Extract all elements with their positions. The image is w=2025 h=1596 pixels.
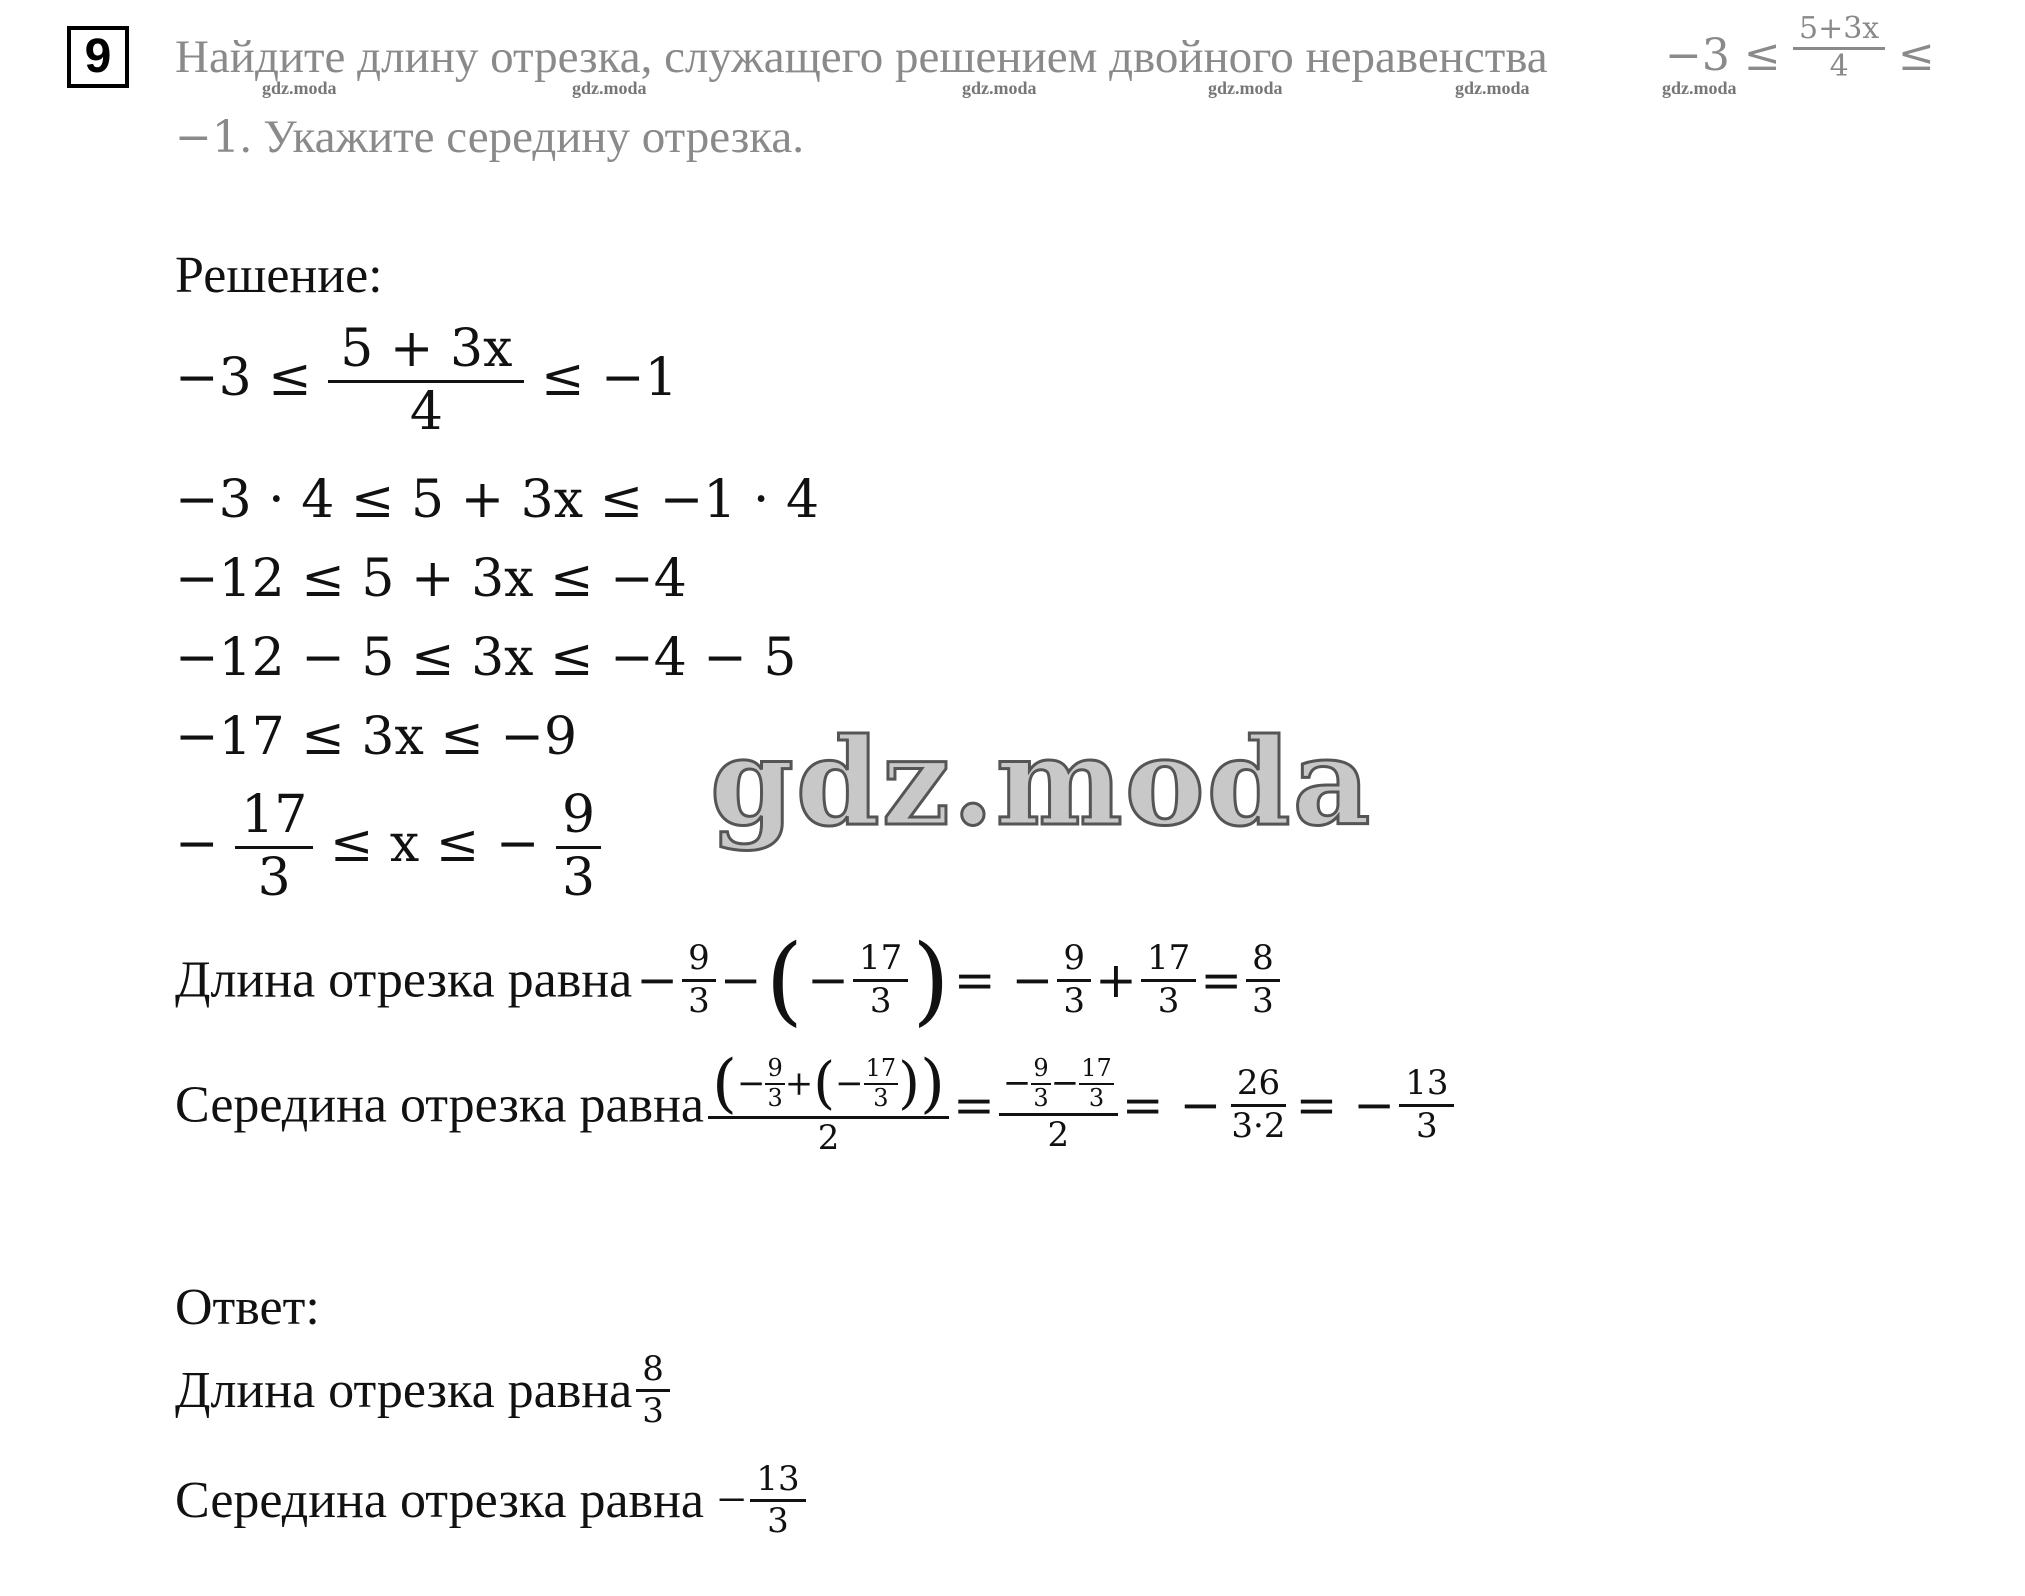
middle-n2-f2-num: 17 [1079, 1055, 1114, 1085]
middle-big-numerator [708, 1047, 949, 1121]
length-rparen: ) [912, 924, 950, 1036]
watermark-small: gdz.moda [962, 78, 1037, 98]
step6-middle: ≤ x ≤ − [329, 813, 540, 874]
watermark-big: gdz.moda [710, 712, 1373, 853]
problem-number: 9 [67, 26, 129, 88]
task-line2-text: . Укажите середину отрезка. [239, 111, 805, 163]
middle-f3-num: 26 [1231, 1064, 1286, 1106]
answer-length-label: Длина отрезка равна [175, 1362, 633, 1420]
length-f5-num: 8 [1246, 939, 1280, 981]
watermark-small: gdz.moda [1208, 78, 1283, 98]
solution-heading: Решение: [175, 247, 383, 304]
middle-minus-a: − [736, 1063, 766, 1104]
solution-step-3: −12 ≤ 5 + 3x ≤ −4 [175, 549, 687, 609]
middle-f4-num: 13 [1399, 1064, 1454, 1106]
length-f1-den: 3 [688, 980, 710, 1021]
task-math-right: ≤ [1898, 30, 1935, 81]
middle-label: Середина отрезка равна [175, 1076, 705, 1134]
length-op1: − [719, 951, 762, 1009]
length-f1-num: 9 [682, 939, 716, 981]
length-f5-den: 3 [1252, 980, 1274, 1021]
middle-inner-rparen: ) [898, 1051, 921, 1116]
length-minus2: − [807, 951, 849, 1009]
length-label: Длина отрезка равна [175, 951, 633, 1009]
middle-minus-b: − [835, 1063, 864, 1104]
length-minus1: − [636, 951, 679, 1009]
length-op2: + [1095, 951, 1137, 1009]
task-fraction-denominator: 4 [1829, 48, 1849, 84]
middle-eq3: = − [1295, 1076, 1396, 1135]
middle-line [175, 1047, 1454, 1158]
middle-second-denominator: 2 [1047, 1114, 1070, 1155]
answer-length-den: 3 [642, 1391, 664, 1432]
step1-left: −3 ≤ [175, 347, 312, 408]
length-f2-num: 17 [853, 939, 908, 981]
solution-step-1 [175, 320, 678, 443]
middle-n-f2-num: 17 [864, 1055, 899, 1085]
length-f3-den: 3 [1063, 980, 1086, 1021]
watermark-small: gdz.moda [262, 78, 337, 98]
middle-f4-den: 3 [1416, 1105, 1438, 1146]
length-f4-den: 3 [1157, 980, 1180, 1021]
task-fraction [1793, 12, 1885, 84]
task-fraction-numerator: 5+3x [1793, 12, 1885, 50]
middle-eq2: = − [1121, 1076, 1222, 1135]
middle-n2-f1-den: 3 [1033, 1084, 1049, 1112]
middle-n2-f2-den: 3 [1088, 1084, 1105, 1112]
length-f3-num: 9 [1057, 939, 1091, 981]
middle-n2-f1-num: 9 [1031, 1055, 1050, 1085]
step1-right: ≤ −1 [540, 347, 678, 408]
middle-n-f1-num: 9 [765, 1055, 784, 1085]
step6-frac2-denominator: 3 [561, 847, 596, 908]
length-f4-num: 17 [1141, 939, 1196, 981]
watermark-small: gdz.moda [1662, 78, 1737, 98]
task-line2 [175, 110, 804, 164]
middle-n-f2-den: 3 [873, 1084, 889, 1112]
length-line [175, 924, 1280, 1036]
answer-length-line [175, 1350, 670, 1431]
watermark-small: gdz.moda [1455, 78, 1530, 98]
solution-step-5: −17 ≤ 3x ≤ −9 [175, 707, 578, 767]
answer-middle-num: 13 [750, 1460, 805, 1502]
answer-length-num: 8 [636, 1350, 670, 1392]
answer-middle-label: Середина отрезка равна − [175, 1472, 747, 1530]
solution-step-4: −12 − 5 ≤ 3x ≤ −4 − 5 [175, 628, 797, 688]
length-lparen: ( [765, 924, 804, 1036]
middle-rparen: ) [920, 1047, 945, 1121]
task-text-line1: Найдите длину отрезка, служащего решением двойного неравенства [175, 31, 1548, 83]
middle-lparen: ( [712, 1047, 737, 1121]
length-f2-den: 3 [869, 980, 892, 1021]
middle-n2-minus1: − [1002, 1063, 1032, 1104]
task-line2-math: −1 [175, 112, 240, 163]
length-eq2: = [1200, 951, 1243, 1009]
step1-denominator: 4 [409, 381, 443, 442]
middle-inner-lparen: ( [813, 1051, 836, 1116]
solution-step-2: −3 · 4 ≤ 5 + 3x ≤ −1 · 4 [175, 470, 820, 530]
middle-eq1: = [953, 1076, 995, 1135]
step6-frac2-numerator: 9 [556, 786, 601, 849]
answer-middle-den: 3 [767, 1501, 789, 1542]
solution-step-6 [175, 786, 601, 909]
middle-n2-minus2: − [1050, 1063, 1080, 1104]
middle-f3-den: 3·2 [1231, 1105, 1286, 1146]
middle-plus: + [784, 1063, 814, 1104]
middle-n-f1-den: 3 [767, 1084, 783, 1112]
answer-heading: Ответ: [175, 1279, 320, 1336]
watermark-small: gdz.moda [572, 78, 647, 98]
answer-middle-line [175, 1460, 806, 1541]
step1-numerator: 5 + 3x [328, 320, 524, 383]
middle-second-numerator [999, 1055, 1118, 1115]
step6-frac1-denominator: 3 [257, 847, 291, 908]
middle-big-denominator: 2 [817, 1118, 840, 1158]
length-eq1: = − [953, 951, 1054, 1009]
step6-frac1-numerator: 17 [235, 786, 313, 849]
step6-minus: − [175, 813, 219, 874]
task-math-left: −3 ≤ [1665, 30, 1781, 81]
